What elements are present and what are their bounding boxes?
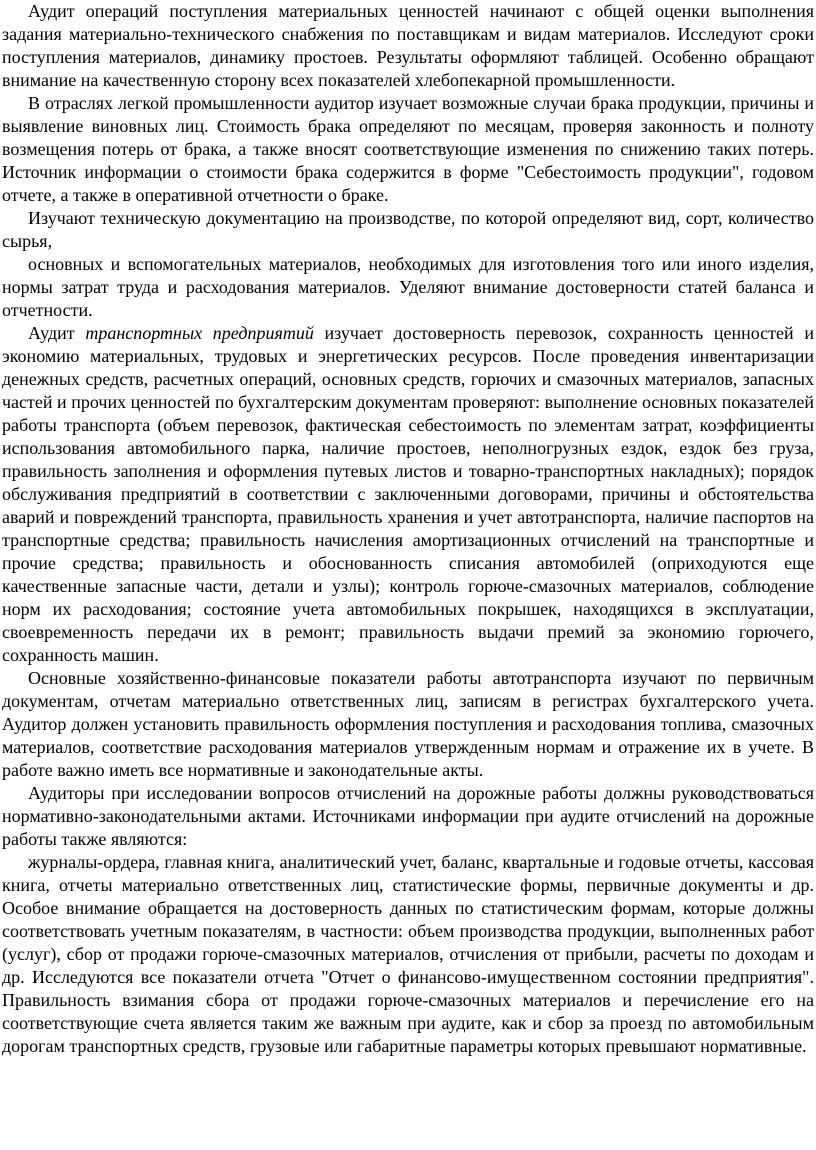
paragraph-road-works: Аудиторы при исследовании вопросов отчислений на дорожные работы должны руководствоваться нормативно-законодательными актами. Источниками информации при аудите отчислений на дорожные работы также являются:: [2, 783, 814, 849]
transport-lead: Аудит: [28, 323, 86, 343]
paragraph-transport-audit: [2, 322, 814, 667]
paragraph-sources-list: журналы-ордера, главная книга, аналитический учет, баланс, квартальные и годовые отчеты, кассовая книга, отчеты материально ответственных лиц, статистические формы, первичные документы и др. Особое внимание обращается на достоверность данных по статистическим формам, которые должны соответствовать учетным показателям, в частности: объем производства продукции, выполненных работ (услуг), сбор от продажи горюче-смазочных материалов, отчисления от прибыли, расчеты по доходам и др. Исследуются все показатели отчета "Отчет о финансово-имущественном состоянии предприятия". Правильность взимания сбора от продажи горюче-смазочных материалов и перечисление его на соответствующие счета является таким же важным при аудите, как и сбор за проезд по автомобильным дорогам транспортных средств, грузовые или габаритные параметры которых превышают нормативные.: [2, 852, 814, 1056]
paragraph-light-industry: В отраслях легкой промышленности аудитор изучает возможные случаи брака продукции, причины и выявление виновных лиц. Стоимость брака определяют по месяцам, проверяя законность и полноту возмещения потерь от брака, а также вносят соответствующие изменения по снижению таких потерь. Источник информации о стоимости брака содержится в форме "Себестоимость продукции", годовом отчете, а также в оперативной отчетности о браке.: [2, 93, 814, 205]
paragraph-financial-indicators: Основные хозяйственно-финансовые показатели работы автотранспорта изучают по первичным документам, отчетам материально ответственных лиц, записям в регистрах бухгалтерского учета. Аудитор должен установить правильность оформления поступления и расходования топлива, смазочных материалов, соответствие расходования материалов утвержденным нормам и отражение их в учете. В работе важно иметь все нормативные и законодательные акты.: [2, 668, 814, 780]
transport-italic-term: транспортных предприятий: [85, 323, 314, 343]
transport-body: изучает достоверность перевозок, сохранность ценностей и экономию материальных, трудовых и энергетических ресурсов. После проведения инвентаризации денежных средств, расчетных операций, основных средств, горючих и смазочных материалов, запасных частей и прочих ценностей по бухгалтерским документам проверяют: выполнение основных показателей работы транспорта (объем перевозок, фактическая себестоимость по элементам затрат, коэффициенты использования автомобильного парка, наличие простоев, неполногрузных ездок, ездок без груза, правильность заполнения и оформления путевых листов и товарно-транспортных накладных); порядок обслуживания предприятий в соответствии с заключенными договорами, причины и обстоятельства аварий и повреждений транспорта, правильность хранения и учет автотранспорта, наличие паспортов на транспортные средства; правильность начисления амортизационных отчислений на транспортные и прочие средства; правильность и обоснованность списания автомобилей (оприходуются еще качественные запасные части, детали и узлы); контроль горюче-смазочных материалов, соблюдение норм их расходования; состояние учета автомобильных покрышек, находящихся в эксплуатации, своевременность передачи их в ремонт; правильность выдачи премий за экономию горючего, сохранность машин.: [2, 323, 814, 665]
paragraph-materials: основных и вспомогательных материалов, необходимых для изготовления того или иного изделия, нормы затрат труда и расходования материалов. Уделяют внимание достоверности статей баланса и отчетности.: [2, 254, 814, 320]
paragraph-supply-audit: Аудит операций поступления материальных ценностей начинают с общей оценки выполнения задания материально-технического снабжения по поставщикам и видам материалов. Исследуют сроки поступления материалов, динамику простоев. Результаты оформляют таблицей. Особенно обращают внимание на качественную сторону всех показателей хлебопекарной промышленности.: [2, 1, 814, 90]
paragraph-technical-docs: Изучают техническую документацию на производстве, по которой определяют вид, сорт, количество сырья,: [2, 208, 814, 251]
